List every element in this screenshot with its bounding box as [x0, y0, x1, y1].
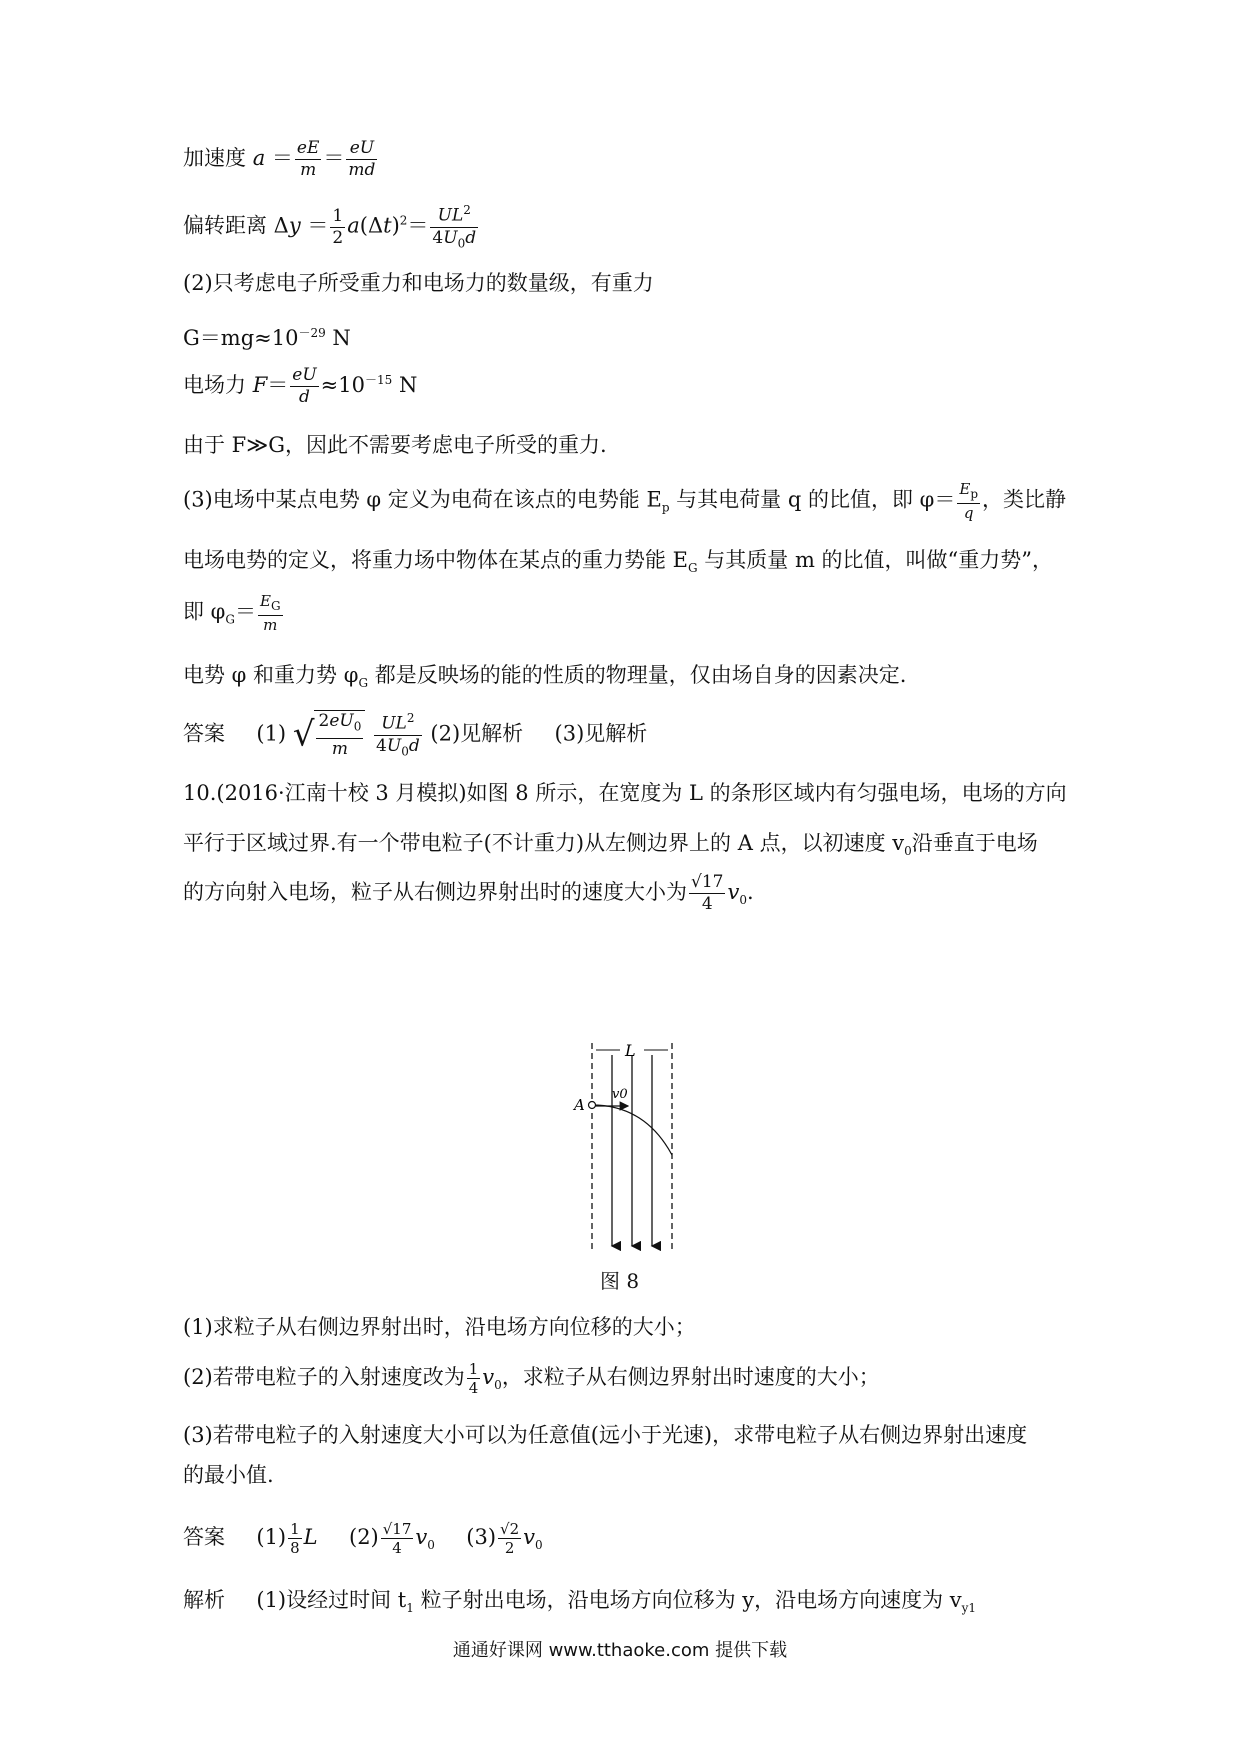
answer1-part1: (1): [256, 721, 287, 746]
analysis-text-a: (1)设经过时间 t: [256, 1588, 407, 1612]
part3-line3: 即 $\varphi_G=$ $\frac{E_G}{m}$: [183, 592, 281, 634]
q10-line2-b: 沿垂直于电场: [911, 831, 1038, 855]
electric-force-unit: N: [392, 373, 418, 397]
part3-line2-a: 电场电势的定义，将重力场中物体在某点的重力势能 E: [183, 548, 689, 572]
electric-force-label: 电场力: [183, 373, 246, 397]
part3-text-a: (3)电场中某点电势 φ 定义为电荷在该点的电势能 E: [183, 487, 662, 512]
electric-force-exp: －15: [364, 373, 393, 387]
answer1-label: 答案: [183, 721, 225, 746]
answer2-label: 答案: [183, 1525, 225, 1549]
answer1-line: 答案 (1) √ $\frac{2eU_0}{m}$ $\frac{UL^2}{4U_0d}$ (2)见解析 (3)见解析: [183, 708, 647, 762]
q10-line3: 的方向射入电场，粒子从右侧边界射出时的速度大小为 $\frac{√17}{4}$ $v_0$.: [183, 872, 754, 914]
point-a-marker: [589, 1102, 596, 1109]
part3-line4-a: 电势 φ 和重力势 φ: [183, 663, 359, 687]
answer1-part3: (3)见解析: [554, 721, 648, 746]
q10-line3-a: 的方向射入电场，粒子从右侧边界射出时的速度大小为: [183, 880, 687, 904]
q10-line1: 10.(2016·江南十校 3 月模拟)如图 8 所示，在宽度为 L 的条形区域内有匀强电场，电场的方向: [183, 781, 1067, 805]
accel-label: 加速度: [183, 146, 246, 170]
sub-q2-b: ，求粒子从右侧边界射出时速度的大小；: [501, 1365, 880, 1389]
fig-label-A: A: [574, 1096, 585, 1114]
analysis-text-b: 粒子射出电场，沿电场方向位移为 y，沿电场方向速度为 v: [413, 1588, 962, 1612]
answer2-part2: (2): [349, 1525, 379, 1549]
part3-line1: (3)电场中某点电势 φ 定义为电荷在该点的电势能 $E_p$ 与其电荷量 q 的比值，即 φ＝ $\frac{E_p}{q}$ ，类比静: [183, 480, 1066, 522]
conclusion-line: 由于 F≫G，因此不需要考虑电子所受的重力.: [183, 433, 607, 457]
answer2-line: 答案 (1) $\frac{1}{8}$ L (2) $\frac{√17}{4}$ $v_0$ (3) $\frac{√2}{2}$ $v_0$: [183, 1520, 543, 1557]
q10-line2-a: 平行于区域过界.有一个带电粒子(不计重力)从左侧边界上的 A 点，以初速度 v: [183, 831, 905, 855]
part3-line4-b: 都是反映场的能的性质的物理量，仅由场自身的因素决定.: [368, 663, 907, 687]
page-footer: 通通好课网 www.tthaoke.com 提供下载: [452, 1640, 788, 1661]
fig-label-v0: v0: [612, 1087, 628, 1102]
answer2-part3: (3): [466, 1525, 497, 1549]
deflection-label: 偏转距离: [183, 213, 267, 238]
sub-q3-line2: 的最小值.: [183, 1463, 274, 1487]
gravity-expr: G＝mg≈10: [183, 326, 299, 350]
gravity-exp: －29: [298, 326, 326, 340]
figure-caption: 图 8: [600, 1269, 640, 1293]
analysis-line: 解析 (1)设经过时间 $t_1$ 粒子射出电场，沿电场方向位移为 y，沿电场方向速度为 $v_{y1}$: [183, 1588, 977, 1616]
answer2-part1: (1): [256, 1525, 287, 1549]
sub-q3-line1: (3)若带电粒子的入射速度大小可以为任意值(远小于光速)，求带电粒子从右侧边界射出速度: [183, 1423, 1028, 1447]
fig-label-L: L: [625, 1041, 636, 1060]
q10-line2: 平行于区域过界.有一个带电粒子(不计重力)从左侧边界上的 A 点，以初速度 $v_0$沿垂直于电场: [183, 831, 1038, 859]
part3-line2-b: 与其质量 m 的比值，叫做“重力势”，: [697, 548, 1054, 572]
part3-line3-a: 即 φ: [183, 599, 226, 624]
part3-line2: 电场电势的定义，将重力场中物体在某点的重力势能 $E_G$ 与其质量 m 的比值，叫做“重力势”，: [183, 548, 1054, 576]
part3-text-b: 与其电荷量 q 的比值，即 φ＝: [669, 487, 956, 512]
part2-line: (2)只考虑电子所受重力和电场力的数量级，有重力: [183, 271, 654, 295]
electric-force-line: 电场力 F＝ $\frac{eU}{d}$ $\approx 10^{-15}$ N: [183, 365, 418, 407]
part3-text-c: ，类比静: [982, 487, 1066, 512]
sub-q2-a: (2)若带电粒子的入射速度改为: [183, 1365, 465, 1389]
accel-line: 加速度 a ＝ $\frac{eE}{m}$ ＝ $\frac{eU}{md}$: [183, 138, 376, 180]
answer1-part2: (2)见解析: [430, 721, 524, 746]
sub-q1: (1)求粒子从右侧边界射出时，沿电场方向位移的大小；: [183, 1315, 696, 1339]
analysis-label: 解析: [183, 1588, 225, 1612]
part3-line4: 电势 φ 和重力势 $\varphi_G$ 都是反映场的能的性质的物理量，仅由场自身的因素决定.: [183, 663, 907, 691]
gravity-unit: N: [325, 326, 351, 350]
deflection-line: 偏转距离 Δy ＝ $\frac{1}{2}$ $a(\Delta t)^2=$ $\frac{UL^2}{4U_0d}$: [183, 200, 480, 254]
sub-q2: (2)若带电粒子的入射速度改为 $\frac{1}{4}$ $v_0$，求粒子从右侧边界射出时速度的大小；: [183, 1360, 880, 1397]
